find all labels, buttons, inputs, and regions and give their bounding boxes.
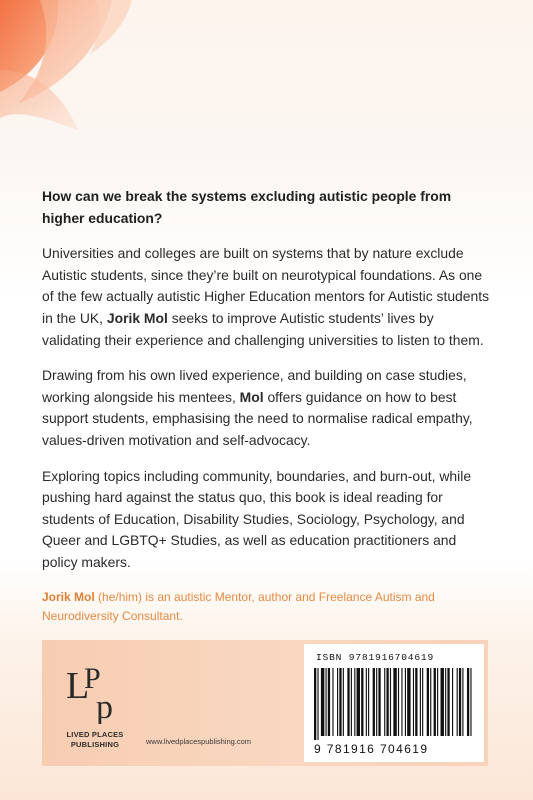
barcode-bar	[470, 668, 471, 736]
author-name-highlight: Jorik Mol	[106, 309, 168, 326]
author-bio-name: Jorik Mol	[42, 589, 95, 604]
barcode-bar	[445, 668, 446, 736]
author-bio-text: (he/him) is an autistic Mentor, author and Freelance Autism and Neurodiversity Consultant.	[42, 589, 435, 623]
barcode-bar	[401, 668, 402, 736]
petals-decoration-icon	[0, 0, 140, 150]
barcode-bar	[328, 668, 330, 736]
barcode-bar	[332, 668, 333, 736]
lpp-logo-icon	[64, 658, 124, 724]
barcode-bar	[314, 668, 316, 740]
barcode-bar	[459, 668, 461, 736]
barcode-bar	[427, 668, 429, 736]
blurb-paragraph-2: Drawing from his own lived experience, and building on case studies, working alongside his mentees, Mol offers guidance on how to best support students, emphasising the need to normalise radical empathy, values-driven motivation and self-advocacy.	[42, 367, 473, 448]
svg-text:p: p	[96, 689, 113, 724]
barcode-bar	[422, 668, 423, 736]
blurb-heading: How can we break the systems excluding autistic people from higher education?	[42, 188, 452, 226]
barcode-bar	[368, 668, 369, 736]
barcode-bar	[415, 668, 417, 736]
barcode-bar	[430, 668, 431, 736]
barcode-bar	[373, 668, 375, 736]
author-bio	[42, 588, 494, 627]
barcode-bar	[357, 668, 360, 736]
barcode-bar	[405, 668, 406, 736]
barcode-bar	[413, 668, 414, 736]
publisher-name: LIVED PLACES PUBLISHING	[66, 730, 124, 749]
blurb-paragraph-1: Universities and colleges are built on systems that by nature exclude Autistic students, since they’re built on neurotypical foundations. As one of the few actually autistic Higher Education mentors for Autistic students in the UK, Jorik Mol seeks to improve Autistic students’ lives by validating their experience and challenging universities to listen to them.	[42, 245, 490, 348]
barcode-bar	[437, 668, 438, 736]
barcode-bar	[361, 668, 363, 736]
barcode-bar	[317, 668, 318, 740]
barcode-bar	[467, 668, 469, 736]
barcode-bar	[398, 668, 399, 736]
svg-text:P: P	[84, 662, 101, 695]
barcode-bar	[351, 668, 352, 736]
back-cover-blurb	[42, 186, 494, 641]
barcode-bar	[384, 668, 385, 736]
barcode-bar	[343, 668, 344, 736]
barcode-bar	[321, 668, 324, 736]
barcode-bar	[326, 668, 327, 736]
footer-band	[42, 640, 488, 766]
barcode-bar	[339, 668, 341, 736]
barcode-bar	[407, 668, 410, 736]
barcode-bar	[462, 668, 463, 736]
barcode-bar	[390, 668, 391, 736]
isbn-digits: 9 781916 704619	[314, 742, 429, 756]
barcode-bar	[376, 668, 377, 736]
author-surname-highlight: Mol	[239, 388, 264, 405]
barcode-bar	[386, 668, 388, 736]
barcode-bar	[447, 668, 449, 736]
barcode-bar	[347, 668, 349, 736]
isbn-label: ISBN 9781916704619	[316, 652, 435, 663]
barcode-bar	[434, 668, 436, 736]
barcode-bar	[354, 668, 355, 736]
barcode-bar	[393, 668, 396, 736]
svg-text:L: L	[66, 665, 90, 707]
barcode-bar	[457, 668, 458, 736]
barcode-bar	[441, 668, 444, 736]
barcode-bars-icon	[312, 668, 476, 740]
barcode-bar	[452, 668, 453, 736]
barcode-bar	[366, 668, 367, 736]
publisher-url: www.livedplacespublishing.com	[146, 737, 252, 746]
barcode-bar	[378, 668, 380, 736]
barcode-bar	[337, 668, 338, 736]
blurb-paragraph-3: Exploring topics including community, boundaries, and burn-out, while pushing hard against the status quo, this book is ideal reading for students of Education, Disability Studies, Sociology, Psychology, and Queer and LGBTQ+ Studies, as well as education practitioners and policy makers.	[42, 467, 472, 570]
barcode-bar	[420, 668, 421, 736]
isbn-barcode	[304, 644, 484, 762]
